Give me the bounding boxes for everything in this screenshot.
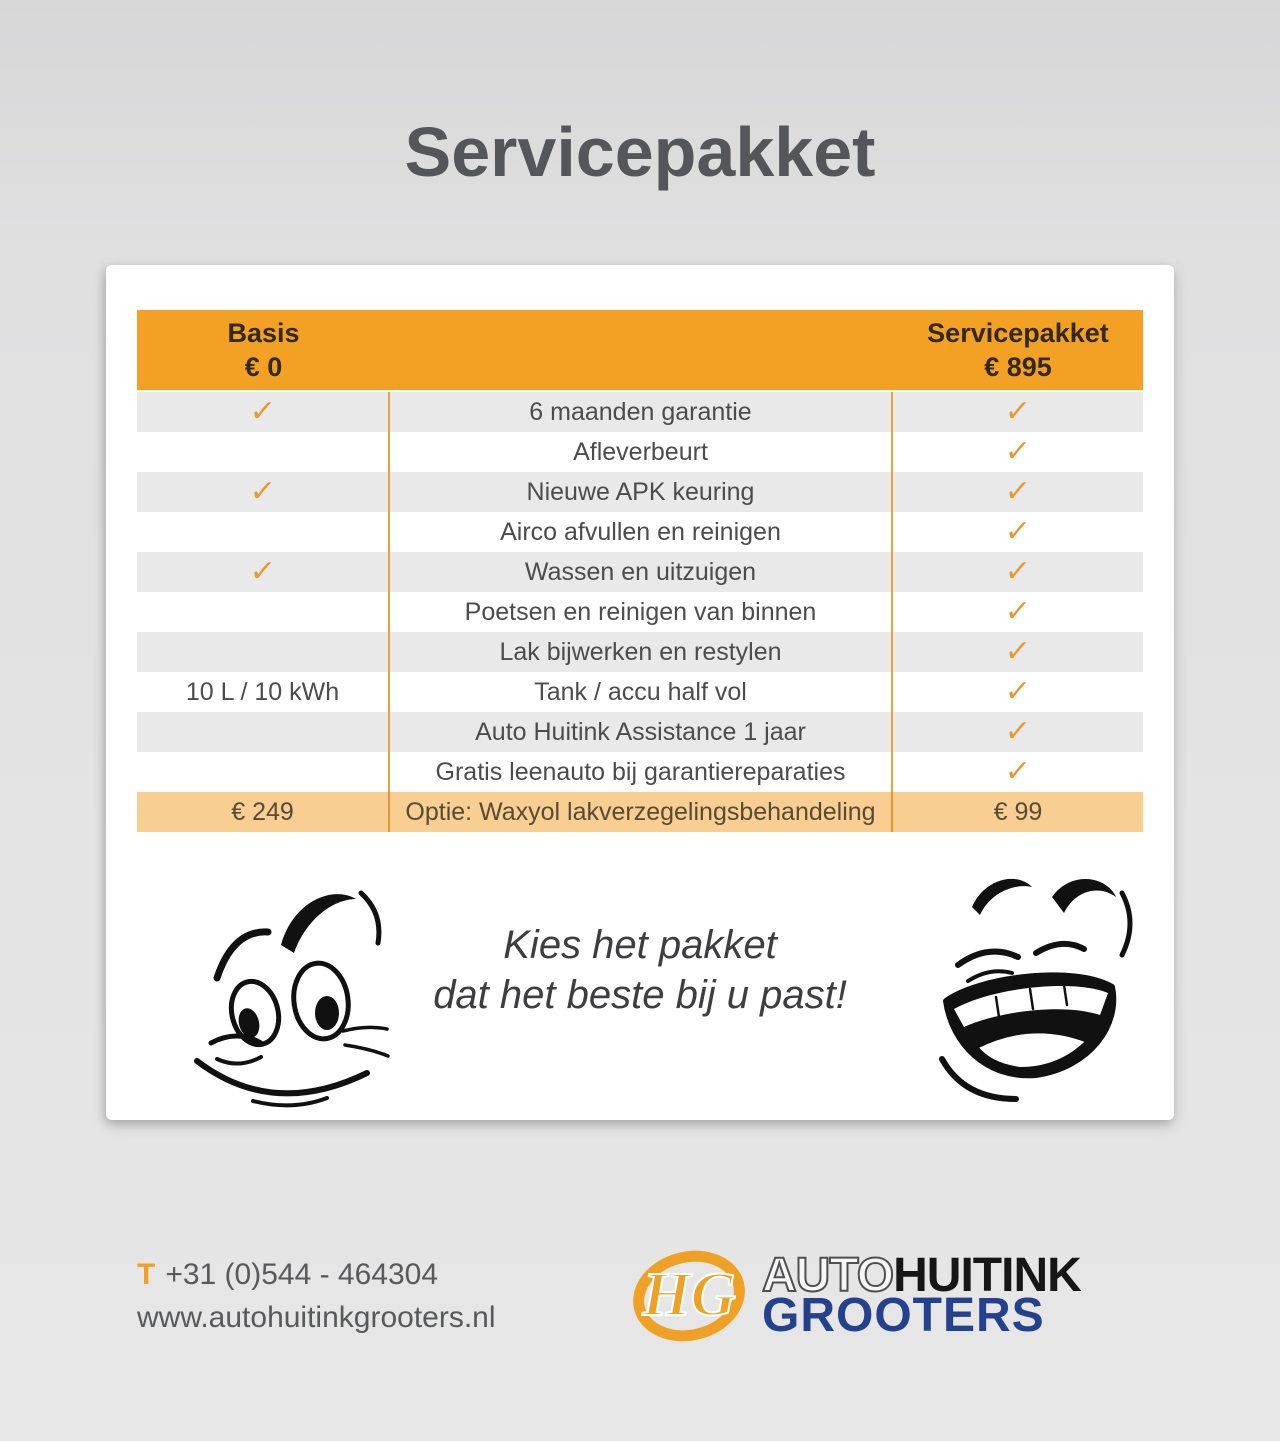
slogan-line1: Kies het pakket <box>503 923 777 967</box>
logo-word-grooters: GROOTERS <box>762 1289 1045 1342</box>
cell <box>893 392 1143 432</box>
check-icon: ✓ <box>248 554 277 589</box>
basis-title: Basis <box>227 318 300 348</box>
table-row <box>137 472 1143 512</box>
phone-number: +31 (0)544 - 464304 <box>165 1258 439 1291</box>
check-icon: ✓ <box>1003 754 1033 789</box>
logo-word-auto: AUTO <box>762 1249 894 1302</box>
phone-label: T <box>137 1258 156 1291</box>
table-body <box>137 392 1143 792</box>
header-spacer <box>390 310 893 390</box>
check-icon: ✓ <box>1003 554 1033 589</box>
check-icon: ✓ <box>248 474 277 509</box>
check-icon: ✓ <box>1003 394 1033 429</box>
servicepakket-title: Servicepakket <box>927 318 1109 348</box>
cell <box>137 432 390 472</box>
package-comparison-table <box>137 310 1143 832</box>
feature-label: Poetsen en reinigen van binnen <box>390 592 893 632</box>
phone-line <box>137 1253 496 1296</box>
header-servicepakket <box>893 310 1143 390</box>
check-icon: ✓ <box>1003 434 1033 469</box>
feature-label: Nieuwe APK keuring <box>390 472 893 512</box>
table-row <box>137 672 1143 712</box>
hg-monogram-icon <box>630 1240 748 1352</box>
check-icon: ✓ <box>1003 714 1033 749</box>
table-row <box>137 632 1143 672</box>
table-row <box>137 392 1143 432</box>
slogan-line2: dat het beste bij u past! <box>433 973 847 1017</box>
check-icon: ✓ <box>1003 634 1033 669</box>
feature-label: Lak bijwerken en restylen <box>390 632 893 672</box>
company-logo <box>630 1240 1081 1352</box>
cell <box>137 752 390 792</box>
servicepakket-price: € 895 <box>984 352 1052 382</box>
check-icon: ✓ <box>1003 674 1033 709</box>
svg-text:HG: HG <box>642 1261 736 1329</box>
servicepakket-card <box>106 265 1174 1120</box>
page-title: Servicepakket <box>404 113 876 191</box>
table-row <box>137 432 1143 472</box>
table-row <box>137 552 1143 592</box>
option-basis-price: € 249 <box>137 792 390 832</box>
check-icon: ✓ <box>248 394 277 429</box>
cell <box>893 712 1143 752</box>
option-label: Optie: Waxyol lakverzegelingsbehandeling <box>390 792 893 832</box>
option-servicepakket-price: € 99 <box>993 797 1043 826</box>
table-row <box>137 712 1143 752</box>
cell <box>893 672 1143 712</box>
table-row <box>137 512 1143 552</box>
check-icon: ✓ <box>1003 514 1033 549</box>
logo-text <box>762 1249 1081 1342</box>
cell <box>137 592 390 632</box>
feature-label: Auto Huitink Assistance 1 jaar <box>390 712 893 752</box>
website-url: www.autohuitinkgrooters.nl <box>137 1301 496 1334</box>
cell <box>137 552 390 592</box>
cell <box>137 472 390 512</box>
slogan <box>106 920 1174 1020</box>
table-row <box>137 752 1143 792</box>
cell <box>893 472 1143 512</box>
option-row <box>137 792 1143 832</box>
feature-label: Wassen en uitzuigen <box>390 552 893 592</box>
feature-label: Gratis leenauto bij garantiereparaties <box>390 752 893 792</box>
feature-label: Tank / accu half vol <box>390 672 893 712</box>
table-header <box>137 310 1143 392</box>
cell <box>137 392 390 432</box>
logo-word-huitink: HUITINK <box>893 1249 1081 1302</box>
cell <box>893 512 1143 552</box>
check-icon: ✓ <box>1003 594 1033 629</box>
feature-label: 6 maanden garantie <box>390 392 893 432</box>
cell: 10 L / 10 kWh <box>137 672 390 712</box>
cell <box>893 432 1143 472</box>
basis-price: € 0 <box>244 352 283 382</box>
feature-label: Afleverbeurt <box>390 432 893 472</box>
feature-label: Airco afvullen en reinigen <box>390 512 893 552</box>
cell <box>893 632 1143 672</box>
cell <box>893 752 1143 792</box>
header-basis <box>137 310 390 390</box>
cell <box>137 632 390 672</box>
table-row <box>137 592 1143 632</box>
cell <box>893 552 1143 592</box>
cell <box>137 512 390 552</box>
footer-contact <box>137 1253 496 1339</box>
check-icon: ✓ <box>1003 474 1033 509</box>
cell <box>137 712 390 752</box>
cell <box>893 592 1143 632</box>
